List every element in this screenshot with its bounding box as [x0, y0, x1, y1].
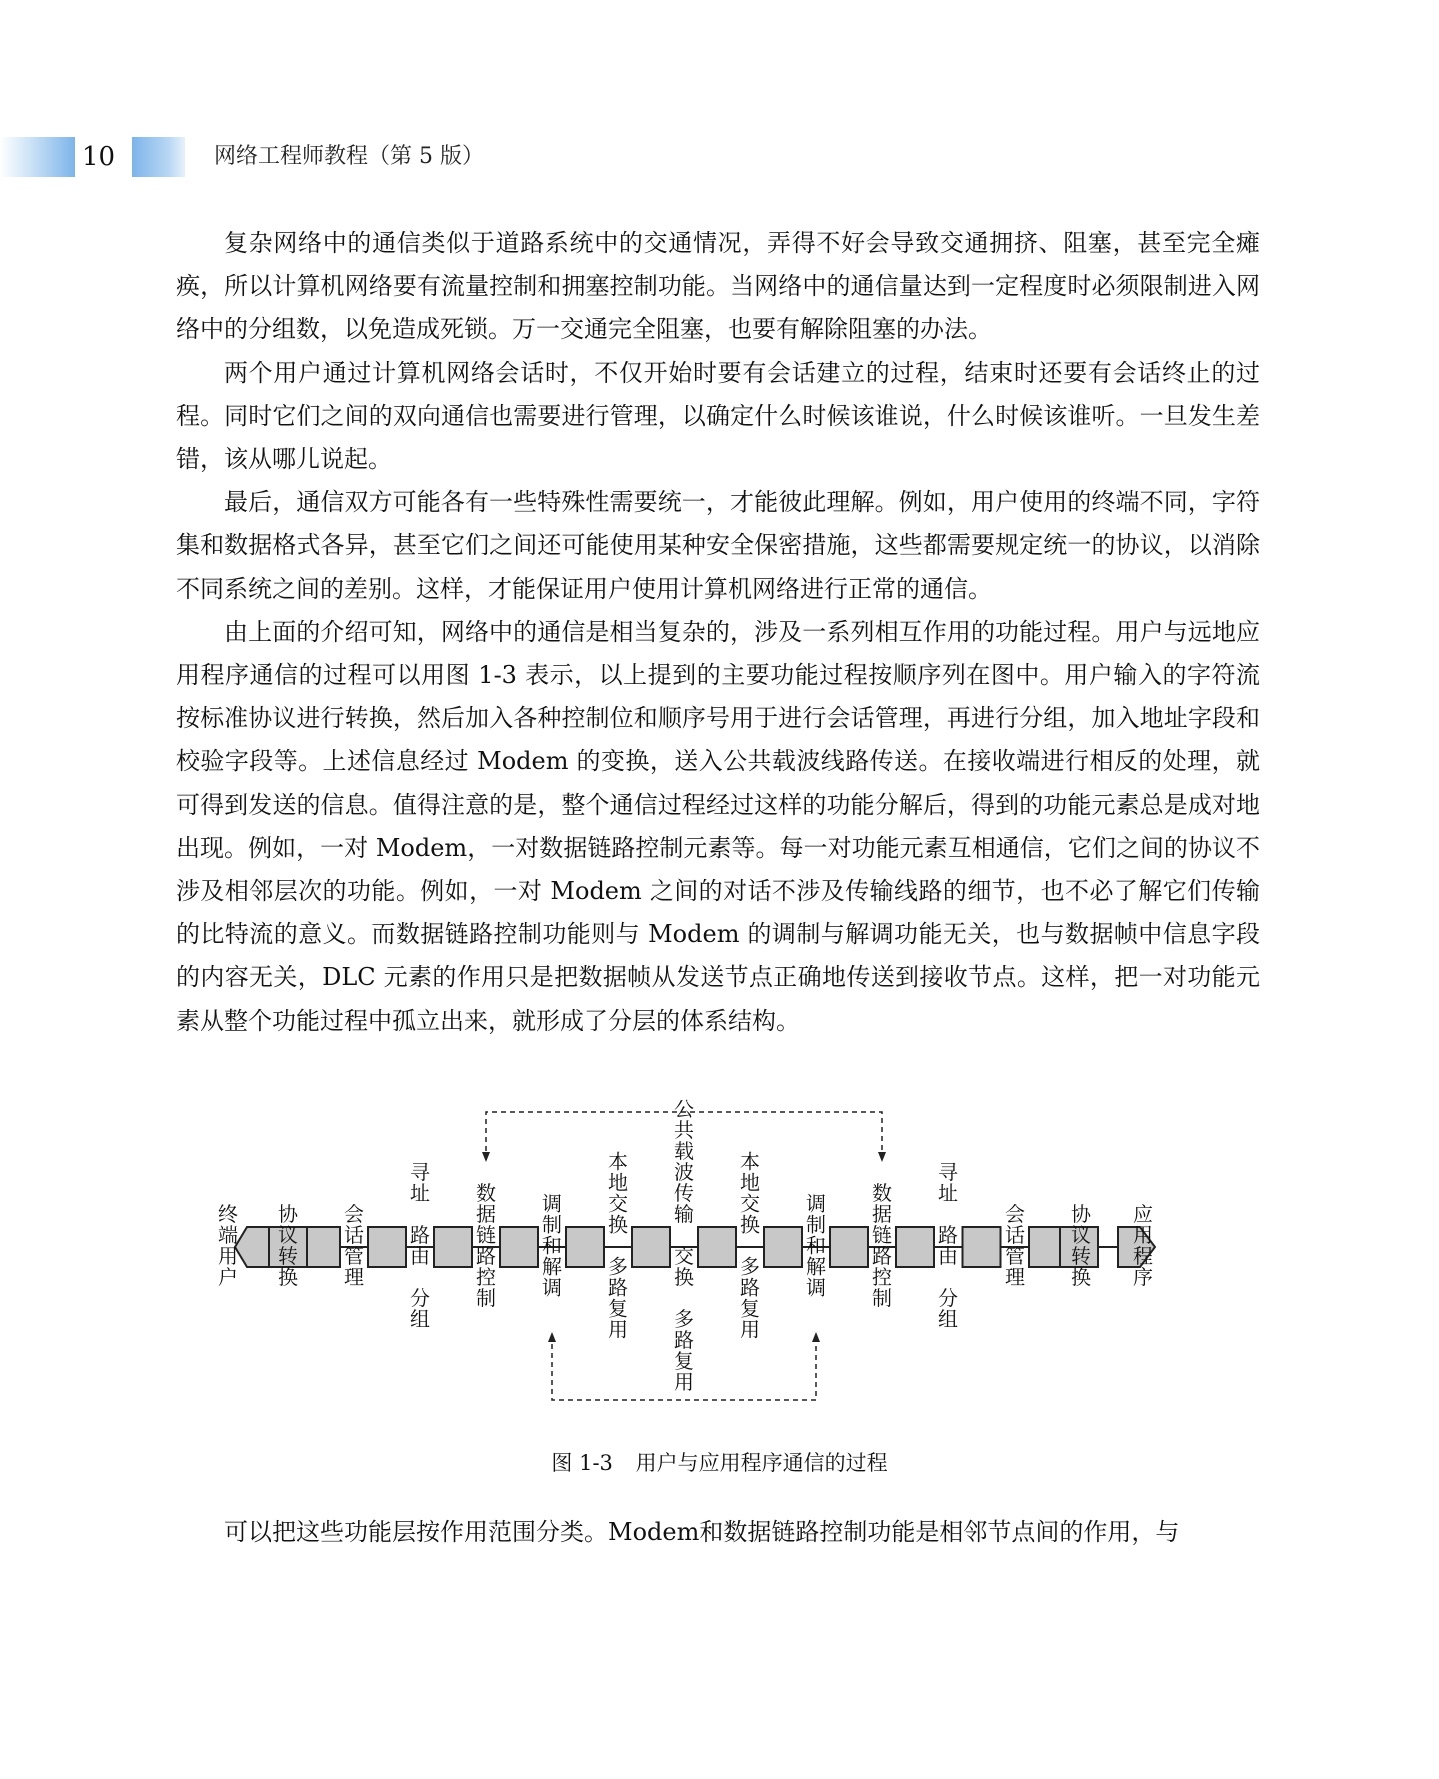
figure-1-3: [218, 1097, 1195, 1420]
figure-number: 图 1-3: [551, 1451, 613, 1475]
function-label: 协议转换: [278, 1202, 298, 1289]
figure-caption: [0, 1448, 1439, 1478]
header-color-bar-right: [132, 137, 185, 177]
function-label: 数据链路控制: [872, 1181, 892, 1310]
function-label: 本地交换多路复用: [608, 1149, 628, 1342]
arrow-head: [548, 1332, 556, 1342]
function-box: [830, 1227, 868, 1267]
function-label: 会话管理: [1005, 1202, 1025, 1289]
function-label: 会话管理: [344, 1202, 364, 1289]
function-label: 终端用户: [218, 1202, 238, 1289]
function-box: [632, 1227, 670, 1267]
function-label: 寻址路由分组: [410, 1160, 430, 1331]
function-box: [896, 1227, 934, 1267]
page-header: [0, 137, 1439, 183]
paragraph-4: 由上面的介绍可知，网络中的通信是相当复杂的，涉及一系列相互作用的功能过程。用户与远地应用程序通信的过程可以用图 1-3 表示，以上提到的主要功能过程按顺序列在图中。用户输入的字符流按标准协议进行转换，然后加入各种控制位和顺序号用于进行会话管理，再进行分组，加入地址字段和校验字段等。上述信息经过 Modem 的变换，送入公共载波线路传送。在接收端进行相反的处理，就可得到发送的信息。值得注意的是，整个通信过程经过这样的功能分解后，得到的功能元素总是成对地出现。例如，一对 Modem，一对数据链路控制元素等。每一对功能元素互相通信，它们之间的协议不涉及相邻层次的功能。例如，一对 Modem 之间的对话不涉及传输线路的细节，也不必了解它们传输的比特流的意义。而数据链路控制功能则与 Modem 的调制与解调功能无关，也与数据帧中信息字段的内容无关，DLC 元素的作用只是把数据帧从发送节点正确地传送到接收节点。这样，把一对功能元素从整个功能过程中孤立出来，就形成了分层的体系结构。: [176, 617, 1260, 1035]
last-paragraph: 可以把这些功能层按作用范围分类。Modem和数据链路控制功能是相邻节点间的作用，与: [224, 1518, 1180, 1546]
function-label: 调制和解调: [542, 1191, 562, 1300]
arrow-head: [812, 1332, 820, 1342]
arrow-head: [878, 1152, 886, 1162]
page-number: 10: [82, 142, 116, 172]
terminal-user-shape: [235, 1227, 273, 1267]
arrow-head: [482, 1152, 490, 1162]
figure-caption-text: 用户与应用程序通信的过程: [635, 1451, 888, 1475]
last-paragraph-wrapper: [176, 1511, 1260, 1554]
function-label: 本地交换多路复用: [740, 1149, 760, 1342]
function-box: [434, 1227, 472, 1267]
function-box: [368, 1227, 406, 1267]
function-box: [963, 1227, 1001, 1267]
paragraph-2: 两个用户通过计算机网络会话时，不仅开始时要有会话建立的过程，结束时还要有会话终止的过程。同时它们之间的双向通信也需要进行管理，以确定什么时候该谁说，什么时候该谁听。一旦发生差错，该从哪儿说起。: [176, 358, 1260, 474]
paragraph-3: 最后，通信双方可能各有一些特殊性需要统一，才能彼此理解。例如，用户使用的终端不同，字符集和数据格式各异，甚至它们之间还可能使用某种安全保密措施，这些都需要规定统一的协议，以消除不同系统之间的差别。这样，才能保证用户使用计算机网络进行正常的通信。: [176, 488, 1260, 603]
function-label: 应用程序: [1133, 1202, 1153, 1289]
communication-process-diagram: [218, 1097, 1195, 1420]
function-label: 协议转换: [1071, 1202, 1091, 1289]
paragraph-1: 复杂网络中的通信类似于道路系统中的交通情况，弄得不好会导致交通拥挤、阻塞，甚至完全瘫痪，所以计算机网络要有流量控制和拥塞控制功能。当网络中的通信量达到一定程度时必须限制进入网络中的分组数，以免造成死锁。万一交通完全阻塞，也要有解除阻塞的办法。: [176, 229, 1260, 344]
function-label: 数据链路控制: [476, 1181, 496, 1310]
function-box: [698, 1227, 736, 1267]
function-box: [566, 1227, 604, 1267]
body-text: [176, 222, 1260, 1043]
function-box: [764, 1227, 802, 1267]
book-title: 网络工程师教程（第 5 版）: [214, 144, 484, 169]
function-box: [500, 1227, 538, 1267]
header-color-bar-left: [0, 137, 75, 177]
function-label: 寻址路由分组: [938, 1160, 958, 1331]
function-label: 调制和解调: [806, 1191, 826, 1300]
function-label: 公共载波传输交换多路复用: [674, 1097, 694, 1394]
function-labels: [218, 1097, 1153, 1394]
